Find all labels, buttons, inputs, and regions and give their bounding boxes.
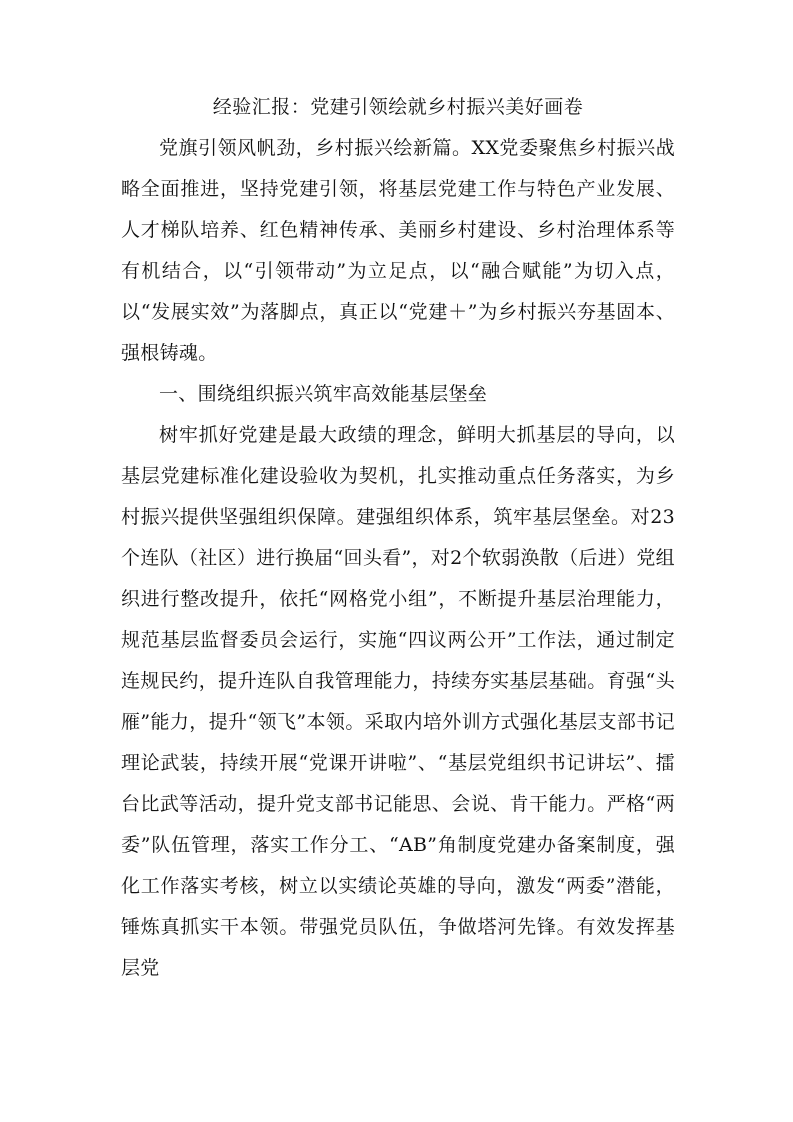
document-title: 经验汇报：党建引领绘就乡村振兴美好画卷 xyxy=(212,96,584,118)
section-paragraph: 树牢抓好党建是最大政绩的理念，鲜明大抓基层的导向，以基层党建标准化建设验收为契机，扎实推动重点任务落实，为乡村振兴提供坚强组织保障。建强组织体系，筑牢基层堡垒。对23个连队（社区）进行换届“回头看”，对2个软弱涣散（后进）党组织进行整改提升，依托“网格党小组”，不断提升基层治理能力，规范基层监督委员会运行，实施“四议两公开”工作法，通过制定连规民约，提升连队自我管理能力，持续夯实基层基础。育强“头雁”能力，提升“领飞”本领。采取内培外训方式强化基层支部书记理论武装，持续开展“党课开讲啦”、“基层党组织书记讲坛”、擂台比武等活动，提升党支部书记能思、会说、肯干能力。严格“两委”队伍管理，落实工作分工、“AB”角制度党建办备案制度，强化工作落实考核，树立以实绩论英雄的导向，激发“两委”潜能，锤炼真抓实干本领。带强党员队伍，争做塔河先锋。有效发挥基层党 xyxy=(121,424,675,979)
document-body xyxy=(121,86,675,989)
intro-paragraph: 党旗引领风帆劲，乡村振兴绘新篇。XX党委聚焦乡村振兴战略全面推进，坚持党建引领，将基层党建工作与特色产业发展、人才梯队培养、红色精神传承、美丽乡村建设、乡村治理体系等有机结合，以“引领带动”为立足点，以“融合赋能”为切入点，以“发展实效”为落脚点，真正以“党建＋”为乡村振兴夯基固本、强根铸魂。 xyxy=(121,137,675,364)
section-heading: 一、围绕组织振兴筑牢高效能基层堡垒 xyxy=(159,383,488,405)
